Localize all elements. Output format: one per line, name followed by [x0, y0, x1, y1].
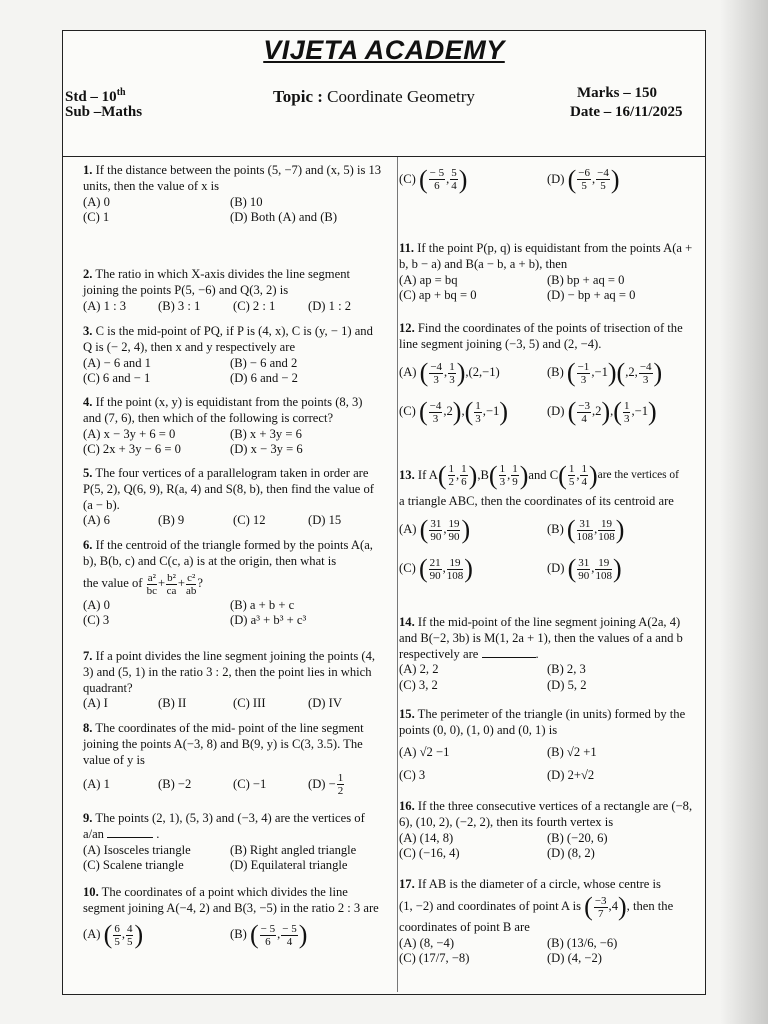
std-label: Std – 10th	[65, 87, 126, 105]
fraction: $\frac{19}{108}$	[598, 517, 615, 543]
question-7: 7. If a point divides the line segment joining the points (4, 3) and (5, 1) in the ratio 3 : 2, then the point lies in which quadrant? (A) I (B) II (C) III (D) IV	[83, 649, 376, 711]
fraction: $\frac{19}{90}$	[448, 517, 460, 543]
marks-label: Marks – 150	[577, 85, 657, 101]
academy-title: VIJETA ACADEMY	[263, 35, 505, 65]
answer-blank	[482, 657, 536, 658]
fraction: $\frac{-4}{3}$	[430, 360, 443, 386]
topic-label: Topic : Coordinate Geometry	[273, 87, 475, 106]
fraction: $\frac{21}{90}$	[429, 556, 441, 582]
question-12: 12. Find the coordinates of the points of trisection of the line segment joining (−3, 5) and (2, −4). (A) ( $\frac{-4}{3}$ , $\frac{1}{3}$ ) ,(2,−1) (B) ( $\frac{-1}{3}$ ,−1 ) ( ,2, $\frac{-4}{3}$ ) (C) ( $\frac{-4}{3}$ ,2 ) , ( $\frac{1}{3}$ ,−1 ) (D) ( $\frac{-3}{4}$ ,2 ) , ( $\frac{1}{3}$ ,−1 )	[399, 321, 683, 427]
question-14: 14. If the mid-point of the line segment joining A(2a, 4) and B(−2, 3b) is M(1, 2a + 1), then the values of a and b respectively are . (A) 2, 2 (B) 2, 3 (C) 3, 2 (D) 5, 2	[399, 615, 683, 693]
fraction: $\frac{-3}{4}$	[578, 399, 590, 425]
fraction: $\frac{-4}{5}$	[597, 167, 609, 192]
fraction: $\frac{-3}{7}$	[594, 894, 607, 920]
question-10: 10. The coordinates of a point which divides the line segment joining A(−4, 2) and B(3, −5) in the ratio 2 : 3 are (A) ( $\frac{6}{5}$ , $\frac{4}{5}$ ) (B) ( $\frac{- 5}{6}$ , $\frac{- 5}{4}$ )	[83, 885, 379, 950]
fraction: $\frac{1}{3}$	[449, 360, 455, 386]
scan-shadow	[720, 0, 768, 1024]
question-2: 2. The ratio in which X-axis divides the line segment joining the points P(5, −6) and Q(3, 2) is (A) 1 : 3 (B) 3 : 1 (C) 2 : 1 (D) 1 : 2	[83, 267, 352, 313]
fraction: $\frac{1}{2}$	[448, 463, 455, 488]
fraction: $\frac{1}{6}$	[461, 463, 467, 488]
question-10-continued: (C) ( $\frac{- 5}{6}$ , $\frac{5}{4}$ ) (D) ( $\frac{-6}{5}$ , $\frac{-4}{5}$ )	[399, 164, 620, 194]
fraction: $\frac{\text{c²}}{ab}$	[186, 571, 197, 597]
fraction: $\frac{31}{90}$	[578, 556, 590, 582]
fraction: $\frac{- 5}{6}$	[260, 922, 276, 948]
fraction: $\frac{\text{b²}}{ca}$	[166, 571, 177, 597]
fraction: $\frac{6}{5}$	[114, 922, 120, 948]
date-label: Date – 16/11/2025	[570, 104, 683, 120]
question-15: 15. The perimeter of the triangle (in units) formed by the points (0, 0), (1, 0) and (0, 1) is (A) √2 −1 (B) √2 +1 (C) 3 (D) 2+√2	[399, 707, 686, 783]
fraction: $\frac{- 5}{4}$	[282, 922, 297, 948]
fraction: $\frac{-4}{3}$	[429, 399, 442, 425]
column-divider	[397, 157, 398, 992]
question-13: 13. If A ( $\frac{1}{2}$ , $\frac{1}{6}$ ) ,B ( $\frac{1}{3}$ , $\frac{1}{9}$ ) and C ( $\frac{1}{5}$ , $\frac{1}{4}$ ) are the vertices of a triangle ABC, then the coordinates of its centroid are (A) ( $\frac{31}{90}$ , $\frac{19}{90}$ ) (B) ( $\frac{31}{108}$ , $\frac{19}{108}$ ) (C) ( $\frac{21}{90}$ , $\frac{19}{108}$ ) (D) ( $\frac{31}{90}$ , $\frac{19}{108}$ )	[399, 460, 679, 584]
fraction: $\frac{1}{3}$	[623, 399, 630, 425]
fraction: $\frac{1}{4}$	[581, 463, 587, 488]
question-6: 6. If the centroid of the triangle formed by the points A(a, b), B(b, c) and C(c, a) is at the origin, then what is the value of $\frac{\text{a²}}{bc}$ + $\frac{\text{b²}}{ca}$ + $\frac{\text{c²}}{ab}$ ? (A) 0 (B) a + b + c (C) 3 (D) a³ + b³ + c³	[83, 538, 373, 628]
question-16: 16. If the three consecutive vertices of a rectangle are (−8, 6), (10, 2), (−2, 2), then its fourth vertex is (A) (14, 8) (B) (−20, 6) (C) (−16, 4) (D) (8, 2)	[399, 799, 693, 861]
fraction: $\frac{4}{5}$	[126, 922, 133, 948]
subject-label: Sub –Maths	[65, 104, 143, 120]
question-17: 17. If AB is the diameter of a circle, whose centre is (1, −2) and coordinates of point A is ( $\frac{-3}{7}$ ,4 ) , then the coordinates of point B are (A) (8, −4) (B) (13/6, −6) (C) (17/7, −8) (D) (4, −2)	[399, 877, 674, 966]
fraction: $\frac{19}{108}$	[446, 556, 464, 582]
question-1: 1. If the distance between the points (5, −7) and (x, 5) is 13 units, then the value of x is (A) 0 (B) 10 (C) 1 (D) Both (A) and (B)	[83, 163, 382, 225]
fraction: $\frac{- 5}{6}$	[429, 167, 445, 192]
exam-sheet	[62, 30, 706, 995]
fraction: $\frac{19}{108}$	[595, 556, 612, 582]
header-divider	[63, 156, 705, 157]
fraction: $\frac{31}{108}$	[576, 517, 594, 543]
question-9: 9. The points (2, 1), (5, 3) and (−3, 4) are the vertices of a/an . (A) Isosceles triangle (B) Right angled triangle (C) Scalene triangle (D) Equilateral triangle	[83, 811, 365, 873]
fraction: $\frac{5}{4}$	[451, 167, 457, 192]
fraction: $\frac{-4}{3}$	[639, 360, 652, 386]
fraction: $\frac{1}{3}$	[499, 463, 506, 488]
question-4: 4. If the point (x, y) is equidistant from the points (8, 3) and (7, 6), then which of the following is correct? (A) x − 3y + 6 = 0 (B) x + 3y = 6 (C) 2x + 3y − 6 = 0 (D) x − 3y = 6	[83, 395, 363, 457]
answer-blank	[107, 837, 153, 838]
fraction: $\frac{\text{a²}}{bc}$	[146, 571, 157, 597]
question-3: 3. C is the mid-point of PQ, if P is (4, x), C is (y, − 1) and Q is (− 2, 4), then x and y respectively are (A) − 6 and 1 (B) − 6 and 2 (C) 6 and − 1 (D) 6 and − 2	[83, 324, 373, 386]
fraction: $\frac{1}{9}$	[512, 463, 518, 488]
question-11: 11. If the point P(p, q) is equidistant from the points A(a + b, b − a) and B(a − b, a + b), then (A) ap = bq (B) bp + aq = 0 (C) ap + bq = 0 (D) − bp + aq = 0	[399, 241, 693, 303]
fraction: $\frac{31}{90}$	[430, 517, 442, 543]
fraction: $\frac{1}{5}$	[568, 463, 575, 488]
fraction: $\frac{-1}{3}$	[577, 360, 590, 386]
question-8: 8. The coordinates of the mid- point of the line segment joining the points A(−3, 8) and B(9, y) is C(3, 3.5). The value of y is (A) 1 (B) −2 (C) −1 (D) − $\frac{1}{2}$	[83, 721, 364, 798]
fraction: $\frac{1}{2}$	[337, 772, 344, 798]
question-5: 5. The four vertices of a parallelogram taken in order are P(5, 2), Q(6, 9), R(a, 4) and S(8, b), then find the value of (a − b). (A) 6 (B) 9 (C) 12 (D) 15	[83, 466, 374, 528]
fraction: $\frac{-6}{5}$	[578, 167, 590, 192]
fraction: $\frac{1}{3}$	[475, 399, 481, 425]
